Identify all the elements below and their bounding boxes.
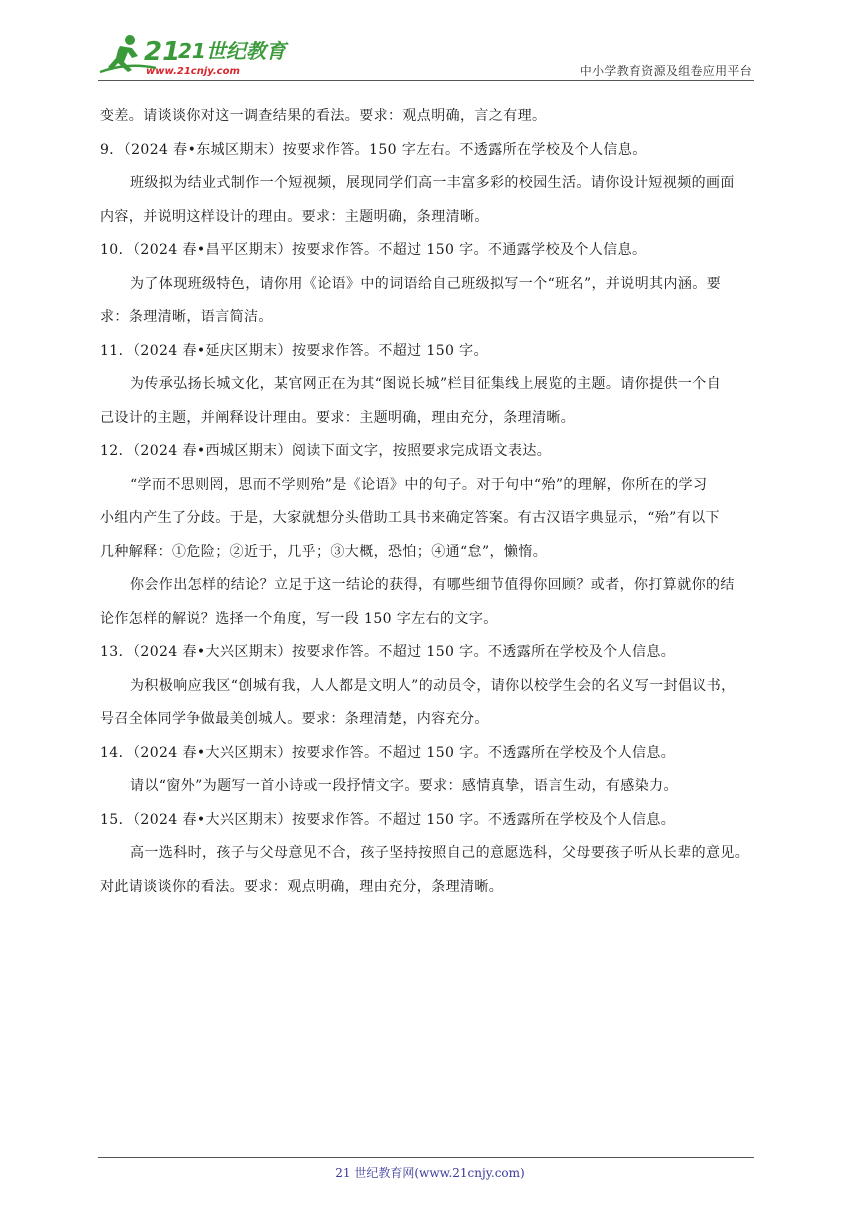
- svg-text:21: 21: [144, 37, 181, 67]
- page-footer[interactable]: 21 世纪教育网(www.21cnjy.com): [335, 1166, 525, 1180]
- text-line: 几种解释：①危险；②近于，几乎；③大概，恐怕；④通“怠”，懒惰。: [100, 543, 548, 560]
- text-line: 请以“窗外”为题写一首小诗或一段抒情文字。要求：感情真挚，语言生动，有感染力。: [130, 778, 678, 794]
- text-line: 小组内产生了分歧。于是，大家就想分头借助工具书来确定答案。有古汉语字典显示，“殆”有以下: [100, 510, 720, 526]
- text-line: 己设计的主题，并阐释设计理由。要求：主题明确，理由充分，条理清晰。: [100, 409, 576, 426]
- text-line: 为了体现班级特色，请你用《论语》中的词语给自己班级拟写一个“班名”，并说明其内涵。要: [130, 275, 722, 292]
- question-10-title: 10．（2024 春•昌平区期末）按要求作答。不超过 150 字。不通露学校及个人信息。: [100, 242, 647, 258]
- question-14-title: 14．（2024 春•大兴区期末）按要求作答。不超过 150 字。不透露所在学校及个人信息。: [100, 744, 676, 761]
- question-12-title: 12．（2024 春•西城区期末）阅读下面文字，按照要求完成语文表达。: [100, 443, 552, 459]
- text-line: “学而不思则罔，思而不学则殆”是《论语》中的句子。对于句中“殆”的理解，你所在的学习: [130, 476, 708, 493]
- text-line: 为传承弘扬长城文化，某官网正在为其“图说长城”栏目征集线上展览的主题。请你提供一个自: [130, 376, 722, 392]
- platform-name: 中小学教育资源及组卷应用平台: [579, 64, 752, 78]
- text-line: 你会作出怎样的结论？立足于这一结论的获得，有哪些细节值得你回顾？或者，你打算就你的结: [130, 577, 735, 593]
- text-line: 班级拟为结业式制作一个短视频，展现同学们高一丰富多彩的校园生活。请你设计短视频的画面: [130, 175, 735, 191]
- runner-logo-icon: [98, 32, 286, 78]
- question-11-title: 11．（2024 春•延庆区期末）按要求作答。不超过 150 字。: [100, 342, 488, 359]
- footer-divider: [98, 1157, 754, 1158]
- question-9-title: 9．（2024 春•东城区期末）按要求作答。150 字左右。不透露所在学校及个人信息。: [100, 141, 647, 158]
- svg-text:www.21cnjy.com: www.21cnjy.com: [146, 66, 240, 77]
- text-line: 变差。请谈谈你对这一调查结果的看法。要求：观点明确，言之有理。: [100, 108, 547, 124]
- header-divider: [98, 80, 754, 81]
- text-line: 对此请谈谈你的看法。要求：观点明确，理由充分，条理清晰。: [100, 878, 504, 895]
- text-line: 为积极响应我区“创城有我，人人都是文明人”的动员令，请你以校学生会的名义写一封倡议书，: [130, 677, 736, 694]
- question-15-title: 15．（2024 春•大兴区期末）按要求作答。不超过 150 字。不透露所在学校及个人信息。: [100, 811, 676, 828]
- text-line: 求：条理清晰，语言简洁。: [100, 309, 273, 325]
- text-line: 内容，并说明这样设计的理由。要求：主题明确，条理清晰。: [100, 208, 489, 225]
- page-header: [98, 32, 754, 80]
- document-body: [100, 100, 760, 904]
- text-line: 论作怎样的解说？选择一个角度，写一段 150 字左右的文字。: [100, 610, 498, 627]
- svg-text:21世纪教育: 21世纪教育: [178, 39, 286, 63]
- site-logo[interactable]: [98, 32, 286, 78]
- text-line: 高一选科时，孩子与父母意见不合，孩子坚持按照自己的意愿选科，父母要孩子听从长辈的意见。: [130, 845, 750, 861]
- question-13-title: 13．（2024 春•大兴区期末）按要求作答。不超过 150 字。不透露所在学校及个人信息。: [100, 644, 676, 660]
- text-line: 号召全体同学争做最美创城人。要求：条理清楚，内容充分。: [100, 711, 489, 727]
